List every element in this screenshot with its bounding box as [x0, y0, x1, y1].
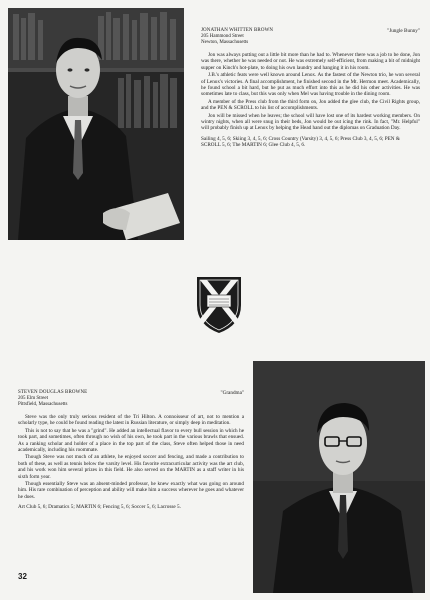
bio-paragraph: This is not to say that he was a "grind". He added an intellectual flavor to every bull session in which he took part, and sometimes, often through no wish of his own, he took part in the various brawls that ensued. As a ranking scholar and holder of a place in the top part of the class, Steve often helped those in need academically, including his roommate. [18, 427, 244, 454]
student-address-line2: Pittsfield, Massachusetts [18, 402, 68, 408]
senior-portrait-photo-bottom [253, 361, 425, 593]
bio-paragraph: Though Steve was not much of an athlete, he enjoyed soccer and fencing, and made a contribution to both of these, as well as tennis below the varsity level. His favorite extracurricular activity was the art club, and his work won him several prizes in this field. He also served on the MARTIN as a staff writer in his sixth form year. [18, 454, 244, 480]
page-number: 32 [18, 572, 27, 581]
bio-paragraph: A member of the Press club from the third form on, Jon added the glee club, the Civil Rights group, and the PEN & SCROLL to his list of accomplishments. [201, 98, 420, 112]
student-name: JONATHAN WHITTEN BROWN [201, 28, 274, 33]
bio-paragraph: Steve was the only truly serious resident of the Tri Hilton. A connoisseur of art, not to mention a scholarly type, he could be found reading the latest in Russian literature, or simply deep in meditation. [18, 414, 244, 427]
student-address-line1: 205 Elm Street [18, 396, 48, 402]
senior-portrait-photo-top [8, 8, 184, 240]
senior-profile-top [201, 28, 420, 149]
bio-paragraph: Jon was always putting out a little bit more than he had to. Whenever there was a job to be done, Jon was there, whether he was needed or not. He was extremely self-efficient, from making a bit of midnight supper on Kinch's hot-plate, to doing his own laundry and hanging it in his room. [201, 52, 420, 71]
student-nickname: "Grandma" [220, 390, 244, 396]
activities-list: Art Club 5, 6; Dramatics 5; MARTIN 6; Fencing 5, 6; Soccer 5, 6; Lacrosse 5. [18, 504, 181, 511]
student-address-line1: 205 Hammond Street [201, 34, 244, 40]
school-crest-icon [195, 275, 243, 335]
senior-profile-bottom [18, 390, 244, 511]
student-nickname: "Jungle Bunny" [387, 28, 420, 34]
student-address-line2: Newton, Massachusetts [201, 40, 249, 46]
bio-paragraph: Jon will be missed when he leaves; the school will have lost one of its hardest working members. On wintry nights, when all were snug in their beds, Jon would be out icing the rink. In fact, "Mr. Helpful" will probably finish up at Lenox by helping the Head hand out the diplomas on Graduation Day. [201, 112, 420, 132]
activities-list: Sailing 4, 5, 6; Skiing 3, 4, 5, 6; Cross Country (Varsity) 3, 4, 5, 6; Press Club 3, 4, 5, 6; PEN & SCROLL 5, 6; The MARTIN 6; Glee Club 4, 5, 6. [201, 135, 400, 149]
bio-paragraph: J.B.'s athletic feats were well known around Lenox. As the fastest of the Newton trio, he won several of Lenox's victories. A final accomplishment, he finished second in the Mt. Hermon meet. Academically, he found school a bit hard, but he put as much effort into this as he did his other activities. He was sometimes late to class, but this was only when Mel was having trouble in the dining room. [201, 72, 420, 98]
bio-paragraph: Though essentially Steve was an absent-minded professor, he knew exactly what was going on around him. His rare combination of perception and ability will make him a success wherever he goes and whatever he does. [18, 481, 244, 500]
student-name: STEVEN DOUGLAS BROWNE [18, 390, 88, 395]
